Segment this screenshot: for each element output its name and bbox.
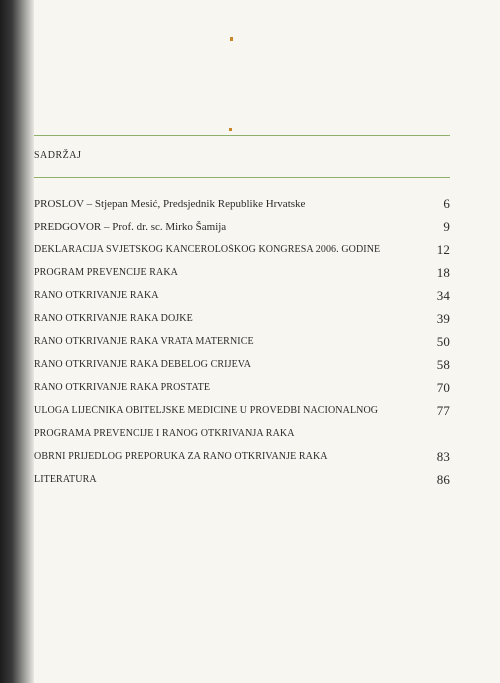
toc-entry-page: 12 — [436, 241, 450, 257]
toc-entry-title: PREDGOVOR – Prof. dr. sc. Mirko Šamija — [34, 220, 227, 233]
toc-entry — [34, 215, 450, 238]
book-gutter-shadow — [0, 0, 34, 683]
decorative-mark — [230, 37, 233, 41]
toc-entry — [34, 445, 450, 468]
toc-entry-page: 39 — [436, 310, 450, 326]
toc-entry-title: RANO OTKRIVANJE RAKA VRATA MATERNICE — [34, 336, 254, 347]
heading-divider — [34, 177, 450, 178]
toc-entry-title: RANO OTKRIVANJE RAKA PROSTATE — [34, 382, 211, 393]
toc-entry-page: 83 — [436, 448, 450, 464]
toc-entry-title: PROGRAM PREVENCIJE RAKA — [34, 267, 178, 278]
toc-entry-title: PROGRAMA PREVENCIJE I RANOG OTKRIVANJA RAKA — [34, 428, 295, 439]
toc-entry-title: ULOGA LIJEČNIKA OBITELJSKE MEDICINE U PROVEDBI NACIONALNOG — [34, 405, 379, 416]
toc-entry-title: RANO OTKRIVANJE RAKA — [34, 290, 159, 301]
toc-entry — [34, 261, 450, 284]
toc-entry-page: 86 — [436, 471, 450, 487]
toc-entry — [34, 399, 450, 422]
toc-entry-page: 6 — [443, 195, 450, 211]
toc-entry-page: 77 — [436, 402, 450, 418]
toc-entry — [34, 238, 450, 261]
toc-entry-title: RANO OTKRIVANJE RAKA DEBELOG CRIJEVA — [34, 359, 252, 370]
toc-entry-page: 9 — [443, 218, 450, 234]
toc-entry-page: 70 — [436, 379, 450, 395]
toc-entry-title: DEKLARACIJA SVJETSKOG KANCEROLOŠKOG KONGRESA 2006. GODINE — [34, 244, 381, 255]
toc-entry-page: 18 — [436, 264, 450, 280]
toc-entry-title: OBRNI PRIJEDLOG PREPORUKA ZA RANO OTKRIVANJE RAKA — [34, 451, 328, 462]
toc-entry — [34, 468, 450, 491]
toc-entry — [34, 307, 450, 330]
book-page — [34, 0, 500, 683]
toc-entry — [34, 422, 450, 445]
decorative-mark — [229, 128, 232, 131]
toc-entry-page: 50 — [436, 333, 450, 349]
toc-entry-page: 58 — [436, 356, 450, 372]
toc-heading: SADRŽAJ — [34, 150, 82, 161]
toc-entry-title: LITERATURA — [34, 474, 97, 485]
toc-entry — [34, 330, 450, 353]
toc-entry-title: PROSLOV – Stjepan Mesić, Predsjednik Republike Hrvatske — [34, 197, 306, 210]
top-divider — [34, 135, 450, 136]
toc-entry-page: 34 — [436, 287, 450, 303]
toc-entry — [34, 284, 450, 307]
toc-entry — [34, 353, 450, 376]
table-of-contents — [34, 192, 450, 491]
toc-entry — [34, 376, 450, 399]
toc-entry-title: RANO OTKRIVANJE RAKA DOJKE — [34, 313, 193, 324]
toc-entry — [34, 192, 450, 215]
